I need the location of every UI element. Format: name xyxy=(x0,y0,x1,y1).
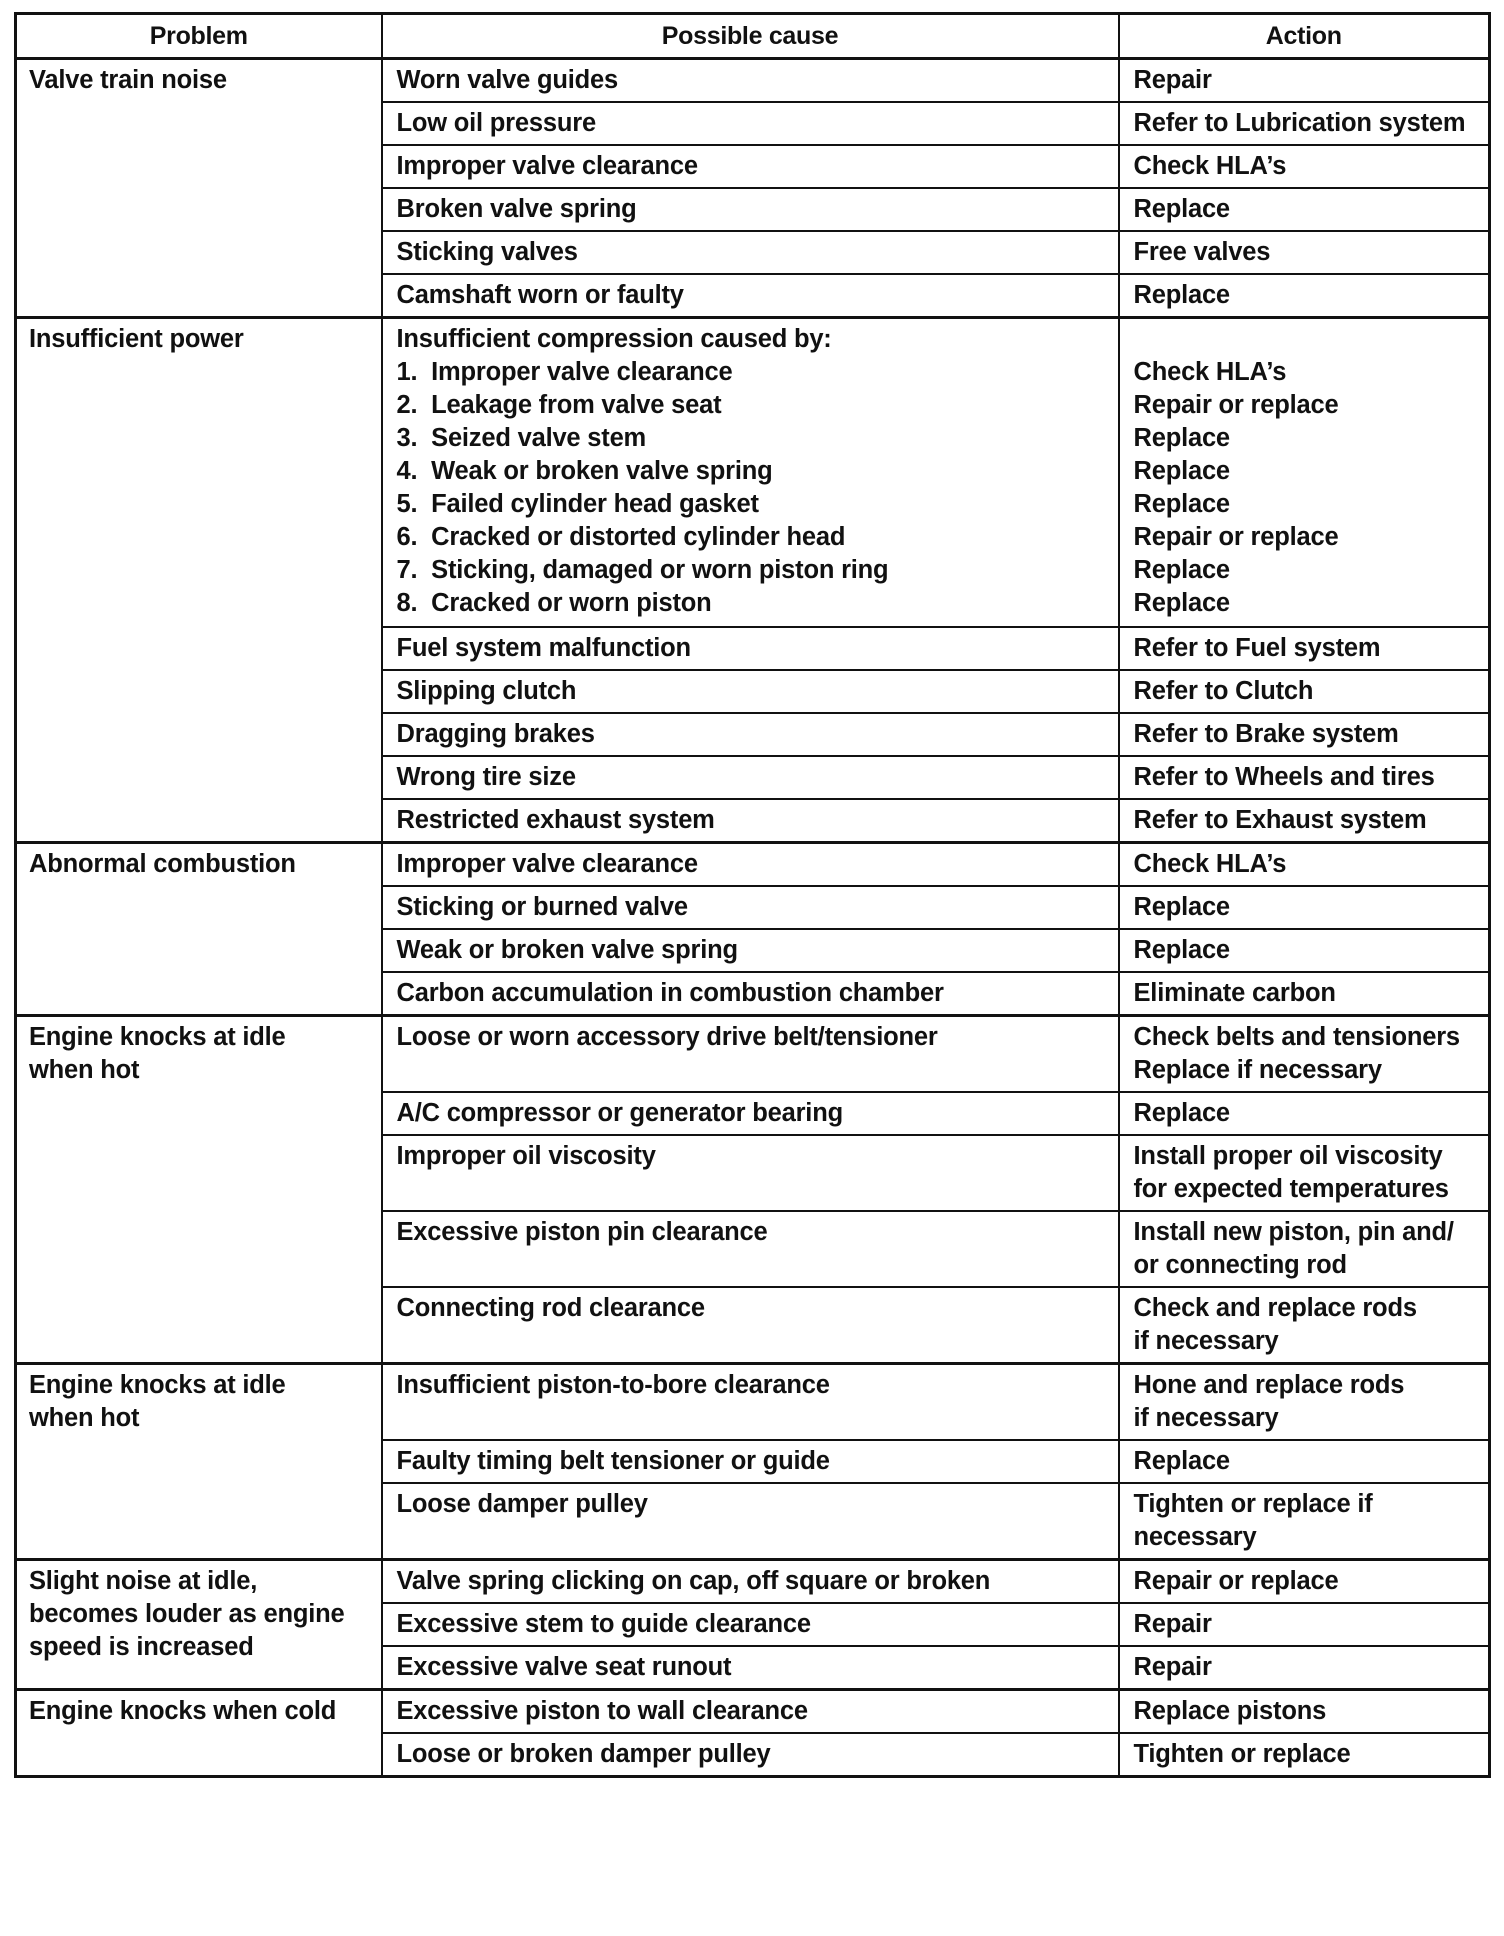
cause-cell: Improper valve clearance xyxy=(382,843,1119,887)
action-text: Repair xyxy=(1133,1653,1212,1681)
action-cell xyxy=(1119,799,1490,843)
problem-text: when hot xyxy=(29,1404,140,1432)
action-text: Install proper oil viscosity xyxy=(1133,1142,1443,1170)
action-text: Refer to Clutch xyxy=(1133,677,1314,705)
action-cell xyxy=(1119,1016,1490,1093)
numbered-cause: 1. Improper valve clearance xyxy=(396,358,733,386)
action-text: Check HLA’s xyxy=(1133,850,1287,878)
cause-cell: Slipping clutch xyxy=(382,670,1119,713)
action-text: Repair or replace xyxy=(1133,1567,1339,1595)
table-header xyxy=(16,14,1490,59)
action-cell xyxy=(1119,1560,1490,1604)
problem-cell xyxy=(16,318,382,843)
problem-group xyxy=(16,1016,1490,1364)
numbered-action: Replace xyxy=(1133,424,1230,452)
action-cell xyxy=(1119,670,1490,713)
action-text: Tighten or replace if xyxy=(1133,1490,1373,1518)
table-row xyxy=(16,59,1490,103)
action-cell xyxy=(1119,188,1490,231)
cause-cell: Loose or worn accessory drive belt/tensioner xyxy=(382,1016,1119,1093)
action-cell xyxy=(1119,1646,1490,1690)
numbered-cause: 3. Seized valve stem xyxy=(396,424,647,452)
cause-cell: Worn valve guides xyxy=(382,59,1119,103)
action-cell xyxy=(1119,1603,1490,1646)
cause-cell: Low oil pressure xyxy=(382,102,1119,145)
problem-text: Engine knocks at idle xyxy=(29,1371,286,1399)
cause-cell: Valve spring clicking on cap, off square or broken xyxy=(382,1560,1119,1604)
cause-cell: Fuel system malfunction xyxy=(382,627,1119,670)
numbered-action: Repair or replace xyxy=(1133,391,1339,419)
action-text: Replace if necessary xyxy=(1133,1056,1382,1084)
problem-cell xyxy=(16,1560,382,1690)
cause-cell: Excessive piston to wall clearance xyxy=(382,1690,1119,1734)
numbered-cause: 4. Weak or broken valve spring xyxy=(396,457,773,485)
cause-cell: Restricted exhaust system xyxy=(382,799,1119,843)
action-text: Hone and replace rods xyxy=(1133,1371,1405,1399)
action-cell xyxy=(1119,102,1490,145)
troubleshooting-table xyxy=(14,12,1491,1778)
action-text: Refer to Lubrication system xyxy=(1133,109,1466,137)
action-cell xyxy=(1119,1440,1490,1483)
problem-text: Valve train noise xyxy=(29,66,227,94)
action-cell xyxy=(1119,1211,1490,1287)
problem-group xyxy=(16,59,1490,318)
cause-cell: Carbon accumulation in combustion chamber xyxy=(382,972,1119,1016)
table-row xyxy=(16,318,1490,628)
cause-cell: Excessive valve seat runout xyxy=(382,1646,1119,1690)
problem-text: when hot xyxy=(29,1056,140,1084)
action-text: if necessary xyxy=(1133,1404,1279,1432)
numbered-cause: 8. Cracked or worn piston xyxy=(396,589,712,617)
action-text: Free valves xyxy=(1133,238,1271,266)
header-row xyxy=(16,14,1490,59)
problem-group xyxy=(16,1690,1490,1777)
numbered-action: Replace xyxy=(1133,490,1230,518)
action-cell xyxy=(1119,627,1490,670)
cause-cell: Excessive piston pin clearance xyxy=(382,1211,1119,1287)
problem-text: Insufficient power xyxy=(29,325,244,353)
problem-text: becomes louder as engine xyxy=(29,1600,345,1628)
action-text: Refer to Brake system xyxy=(1133,720,1399,748)
action-text: Check belts and tensioners xyxy=(1133,1023,1460,1051)
action-cell xyxy=(1119,1287,1490,1364)
numbered-action: Replace xyxy=(1133,556,1230,584)
action-text: Replace xyxy=(1133,1447,1230,1475)
numbered-cause: 6. Cracked or distorted cylinder head xyxy=(396,523,846,551)
action-text: if necessary xyxy=(1133,1327,1279,1355)
compression-heading: Insufficient compression caused by: xyxy=(396,325,832,353)
cause-cell: Wrong tire size xyxy=(382,756,1119,799)
action-cell xyxy=(1119,274,1490,318)
cause-cell: Excessive stem to guide clearance xyxy=(382,1603,1119,1646)
problem-group xyxy=(16,318,1490,843)
action-cell xyxy=(1119,929,1490,972)
action-column-header: Action xyxy=(1119,14,1490,59)
cause-cell: Camshaft worn or faulty xyxy=(382,274,1119,318)
cause-cell: A/C compressor or generator bearing xyxy=(382,1092,1119,1135)
action-text: Repair xyxy=(1133,1610,1212,1638)
problem-text: speed is increased xyxy=(29,1633,254,1661)
action-text: Replace xyxy=(1133,195,1230,223)
problem-cell xyxy=(16,1364,382,1560)
action-text: Eliminate carbon xyxy=(1133,979,1336,1007)
action-text: Replace pistons xyxy=(1133,1697,1327,1725)
cause-cell: Weak or broken valve spring xyxy=(382,929,1119,972)
action-text: Check HLA’s xyxy=(1133,152,1287,180)
problem-column-header: Problem xyxy=(16,14,382,59)
cause-column-header: Possible cause xyxy=(382,14,1119,59)
numbered-action: Replace xyxy=(1133,589,1230,617)
action-cell xyxy=(1119,756,1490,799)
action-text: for expected temperatures xyxy=(1133,1175,1449,1203)
action-text: Tighten or replace xyxy=(1133,1740,1351,1768)
problem-cell xyxy=(16,843,382,1016)
problem-text: Slight noise at idle, xyxy=(29,1567,258,1595)
problem-group xyxy=(16,1560,1490,1690)
action-text: Refer to Wheels and tires xyxy=(1133,763,1435,791)
problem-cell xyxy=(16,1016,382,1364)
action-text: Check and replace rods xyxy=(1133,1294,1417,1322)
cause-cell xyxy=(382,318,1119,628)
cause-cell: Faulty timing belt tensioner or guide xyxy=(382,1440,1119,1483)
cause-cell: Sticking or burned valve xyxy=(382,886,1119,929)
table-row xyxy=(16,1690,1490,1734)
problem-group xyxy=(16,843,1490,1016)
numbered-action: Repair or replace xyxy=(1133,523,1339,551)
table-row xyxy=(16,1560,1490,1604)
problem-cell xyxy=(16,1690,382,1777)
action-text: necessary xyxy=(1133,1523,1257,1551)
action-text: or connecting rod xyxy=(1133,1251,1347,1279)
action-cell xyxy=(1119,59,1490,103)
table-row xyxy=(16,1364,1490,1441)
numbered-cause: 2. Leakage from valve seat xyxy=(396,391,722,419)
action-cell xyxy=(1119,1092,1490,1135)
cause-cell: Loose damper pulley xyxy=(382,1483,1119,1560)
action-text: Replace xyxy=(1133,1099,1230,1127)
action-text: Replace xyxy=(1133,281,1230,309)
action-text: Repair xyxy=(1133,66,1212,94)
numbered-action: Replace xyxy=(1133,457,1230,485)
action-cell xyxy=(1119,886,1490,929)
action-cell xyxy=(1119,1135,1490,1211)
numbered-cause: 7. Sticking, damaged or worn piston ring xyxy=(396,556,889,584)
problem-text: Abnormal combustion xyxy=(29,850,296,878)
action-cell xyxy=(1119,231,1490,274)
action-text: Install new piston, pin and/ xyxy=(1133,1218,1454,1246)
cause-cell: Dragging brakes xyxy=(382,713,1119,756)
cause-cell: Loose or broken damper pulley xyxy=(382,1733,1119,1777)
problem-text: Engine knocks when cold xyxy=(29,1697,337,1725)
problem-cell xyxy=(16,59,382,318)
cause-cell: Insufficient piston-to-bore clearance xyxy=(382,1364,1119,1441)
cause-cell: Connecting rod clearance xyxy=(382,1287,1119,1364)
numbered-action: Check HLA’s xyxy=(1133,358,1287,386)
action-text: Refer to Fuel system xyxy=(1133,634,1381,662)
table-row xyxy=(16,843,1490,887)
numbered-cause: 5. Failed cylinder head gasket xyxy=(396,490,759,518)
cause-cell: Improper valve clearance xyxy=(382,145,1119,188)
action-cell xyxy=(1119,1483,1490,1560)
action-cell xyxy=(1119,1733,1490,1777)
table-row xyxy=(16,1016,1490,1093)
troubleshooting-sheet xyxy=(14,12,1488,1778)
action-text: Replace xyxy=(1133,893,1230,921)
action-cell xyxy=(1119,972,1490,1016)
cause-cell: Improper oil viscosity xyxy=(382,1135,1119,1211)
problem-text: Engine knocks at idle xyxy=(29,1023,286,1051)
action-cell xyxy=(1119,1364,1490,1441)
action-cell xyxy=(1119,713,1490,756)
cause-cell: Sticking valves xyxy=(382,231,1119,274)
action-cell xyxy=(1119,145,1490,188)
action-cell xyxy=(1119,843,1490,887)
action-cell xyxy=(1119,1690,1490,1734)
action-text: Refer to Exhaust system xyxy=(1133,806,1427,834)
cause-cell: Broken valve spring xyxy=(382,188,1119,231)
action-cell xyxy=(1119,318,1490,628)
action-text: Replace xyxy=(1133,936,1230,964)
problem-group xyxy=(16,1364,1490,1560)
